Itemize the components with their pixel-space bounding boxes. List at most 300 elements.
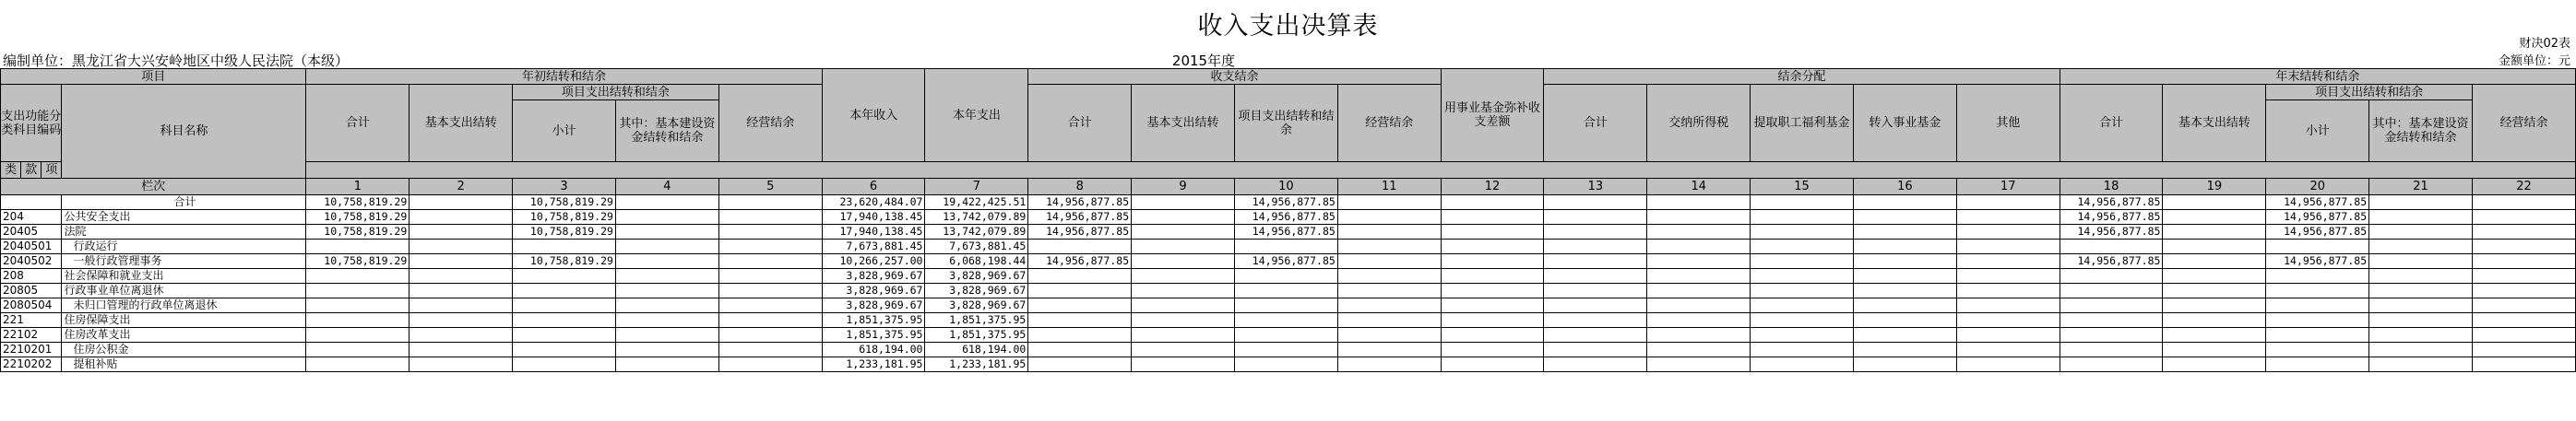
value-cell-col-20: 14,956,877.85 xyxy=(2266,225,2369,240)
value-cell-col-14 xyxy=(1647,298,1751,313)
subject-name-cell: 公共安全支出 xyxy=(62,210,306,225)
value-cell-col-21 xyxy=(2369,240,2473,254)
header-fund-make-up: 用事业基金弥补收支差额 xyxy=(1441,69,1544,162)
column-number: 2 xyxy=(410,179,513,195)
value-cell-col-3 xyxy=(513,284,616,298)
value-cell-col-10 xyxy=(1234,313,1337,328)
header-b-total: 合计 xyxy=(306,85,410,162)
value-cell-col-10: 14,956,877.85 xyxy=(1234,210,1337,225)
header-e-subtotal: 小计 xyxy=(2266,100,2369,162)
header-e-basic: 基本支出结转 xyxy=(2163,85,2266,162)
value-cell-col-6: 3,828,969.67 xyxy=(822,284,925,298)
value-cell-col-20 xyxy=(2266,328,2369,343)
value-cell-col-18 xyxy=(2060,240,2163,254)
value-cell-col-2 xyxy=(410,284,513,298)
value-cell-col-3 xyxy=(513,240,616,254)
column-number: 8 xyxy=(1028,179,1132,195)
value-cell-col-5 xyxy=(718,195,822,210)
value-cell-col-12 xyxy=(1441,284,1544,298)
value-cell-col-1: 10,758,819.29 xyxy=(306,195,410,210)
value-cell-col-5 xyxy=(718,343,822,357)
value-cell-col-7: 19,422,425.51 xyxy=(925,195,1028,210)
column-number: 19 xyxy=(2163,179,2266,195)
header-d-other: 其他 xyxy=(1956,85,2060,162)
value-cell-col-3 xyxy=(513,269,616,284)
value-cell-col-1 xyxy=(306,298,410,313)
value-cell-col-4 xyxy=(615,357,718,372)
value-cell-col-5 xyxy=(718,313,822,328)
value-cell-col-9 xyxy=(1132,357,1235,372)
value-cell-col-3 xyxy=(513,343,616,357)
value-cell-col-16 xyxy=(1853,284,1956,298)
value-cell-col-11 xyxy=(1337,298,1441,313)
value-cell-col-14 xyxy=(1647,195,1751,210)
header-s-basic: 基本支出结转 xyxy=(1132,85,1235,162)
value-cell-col-13 xyxy=(1544,269,1647,284)
column-number: 16 xyxy=(1853,179,1956,195)
value-cell-col-9 xyxy=(1132,313,1235,328)
header-d-total: 合计 xyxy=(1544,85,1647,162)
value-cell-col-10: 14,956,877.85 xyxy=(1234,195,1337,210)
value-cell-col-18: 14,956,877.85 xyxy=(2060,225,2163,240)
value-cell-col-13 xyxy=(1544,254,1647,269)
value-cell-col-5 xyxy=(718,210,822,225)
value-cell-col-8: 14,956,877.85 xyxy=(1028,254,1132,269)
func-code-cell: 22102 xyxy=(1,328,62,343)
value-cell-col-10 xyxy=(1234,284,1337,298)
value-cell-col-14 xyxy=(1647,269,1751,284)
value-cell-col-19 xyxy=(2163,357,2266,372)
column-number: 9 xyxy=(1132,179,1235,195)
value-cell-col-21 xyxy=(2369,284,2473,298)
value-cell-col-7: 1,851,375.95 xyxy=(925,313,1028,328)
value-cell-col-18 xyxy=(2060,313,2163,328)
value-cell-col-17 xyxy=(1956,343,2060,357)
value-cell-col-9 xyxy=(1132,328,1235,343)
header-d-to-fund: 转入事业基金 xyxy=(1853,85,1956,162)
value-cell-col-11 xyxy=(1337,254,1441,269)
value-cell-col-12 xyxy=(1441,313,1544,328)
header-e-project: 项目支出结转和结余 xyxy=(2266,85,2473,100)
value-cell-col-2 xyxy=(410,240,513,254)
value-cell-col-14 xyxy=(1647,284,1751,298)
value-cell-col-17 xyxy=(1956,313,2060,328)
value-cell-col-8: 14,956,877.85 xyxy=(1028,195,1132,210)
value-cell-col-15 xyxy=(1751,284,1854,298)
value-cell-col-10 xyxy=(1234,240,1337,254)
value-cell-col-15 xyxy=(1751,313,1854,328)
header-b-basic: 基本支出结转 xyxy=(410,85,513,162)
value-cell-col-20: 14,956,877.85 xyxy=(2266,254,2369,269)
value-cell-col-1: 10,758,819.29 xyxy=(306,254,410,269)
value-cell-col-18 xyxy=(2060,357,2163,372)
value-cell-col-6: 3,828,969.67 xyxy=(822,298,925,313)
value-cell-col-18 xyxy=(2060,284,2163,298)
value-cell-col-13 xyxy=(1544,357,1647,372)
value-cell-col-15 xyxy=(1751,269,1854,284)
value-cell-col-5 xyxy=(718,225,822,240)
page-title: 收入支出决算表 xyxy=(1197,12,1379,41)
header-b-operating: 经营结余 xyxy=(718,85,822,162)
value-cell-col-8: 14,956,877.85 xyxy=(1028,225,1132,240)
value-cell-col-11 xyxy=(1337,343,1441,357)
table-row xyxy=(1,269,2576,284)
value-cell-col-2 xyxy=(410,195,513,210)
value-cell-col-14 xyxy=(1647,313,1751,328)
header-project: 项目 xyxy=(1,69,306,85)
value-cell-col-1: 10,758,819.29 xyxy=(306,210,410,225)
value-cell-col-8 xyxy=(1028,313,1132,328)
value-cell-col-19 xyxy=(2163,313,2266,328)
value-cell-col-15 xyxy=(1751,254,1854,269)
column-number: 21 xyxy=(2369,179,2473,195)
value-cell-col-15 xyxy=(1751,328,1854,343)
value-cell-col-9 xyxy=(1132,269,1235,284)
value-cell-col-6: 1,851,375.95 xyxy=(822,328,925,343)
value-cell-col-10: 14,956,877.85 xyxy=(1234,225,1337,240)
table-row xyxy=(1,254,2576,269)
value-cell-col-6: 10,266,257.00 xyxy=(822,254,925,269)
header-b-capital: 其中：基本建设资金结转和结余 xyxy=(615,100,718,162)
value-cell-col-19 xyxy=(2163,328,2266,343)
value-cell-col-8 xyxy=(1028,328,1132,343)
value-cell-col-5 xyxy=(718,328,822,343)
value-cell-col-9 xyxy=(1132,225,1235,240)
value-cell-col-18 xyxy=(2060,328,2163,343)
value-cell-col-13 xyxy=(1544,225,1647,240)
header-xiang: 项 xyxy=(42,162,62,179)
value-cell-col-22 xyxy=(2472,284,2575,298)
value-cell-col-4 xyxy=(615,328,718,343)
value-cell-col-22 xyxy=(2472,195,2575,210)
value-cell-col-11 xyxy=(1337,357,1441,372)
header-s-operating: 经营结余 xyxy=(1337,85,1441,162)
value-cell-col-19 xyxy=(2163,240,2266,254)
value-cell-col-12 xyxy=(1441,269,1544,284)
value-cell-col-16 xyxy=(1853,254,1956,269)
value-cell-col-21 xyxy=(2369,357,2473,372)
value-cell-col-3: 10,758,819.29 xyxy=(513,225,616,240)
value-cell-col-12 xyxy=(1441,254,1544,269)
value-cell-col-16 xyxy=(1853,210,1956,225)
value-cell-col-22 xyxy=(2472,210,2575,225)
value-cell-col-5 xyxy=(718,254,822,269)
value-cell-col-6: 3,828,969.67 xyxy=(822,269,925,284)
value-cell-col-12 xyxy=(1441,328,1544,343)
value-cell-col-17 xyxy=(1956,195,2060,210)
value-cell-col-13 xyxy=(1544,240,1647,254)
value-cell-col-7: 6,068,198.44 xyxy=(925,254,1028,269)
column-number: 6 xyxy=(822,179,925,195)
column-number: 3 xyxy=(513,179,616,195)
value-cell-col-21 xyxy=(2369,343,2473,357)
value-cell-col-10 xyxy=(1234,298,1337,313)
value-cell-col-8 xyxy=(1028,269,1132,284)
value-cell-col-20 xyxy=(2266,269,2369,284)
value-cell-col-20 xyxy=(2266,343,2369,357)
value-cell-col-16 xyxy=(1853,240,1956,254)
subject-name-cell: 住房保障支出 xyxy=(62,313,306,328)
column-number: 4 xyxy=(615,179,718,195)
subject-name-cell: 行政事业单位离退休 xyxy=(62,284,306,298)
table-row xyxy=(1,343,2576,357)
value-cell-col-9 xyxy=(1132,298,1235,313)
subject-name-cell: 一般行政管理事务 xyxy=(62,254,306,269)
value-cell-col-7: 13,742,079.89 xyxy=(925,225,1028,240)
value-cell-col-7: 618,194.00 xyxy=(925,343,1028,357)
value-cell-col-6: 17,940,138.45 xyxy=(822,210,925,225)
column-number: 17 xyxy=(1956,179,2060,195)
value-cell-col-22 xyxy=(2472,240,2575,254)
value-cell-col-18: 14,956,877.85 xyxy=(2060,195,2163,210)
value-cell-col-12 xyxy=(1441,225,1544,240)
table-row xyxy=(1,298,2576,313)
header-beginning-balance: 年初结转和结余 xyxy=(306,69,822,85)
value-cell-col-19 xyxy=(2163,343,2266,357)
value-cell-col-21 xyxy=(2369,269,2473,284)
value-cell-col-17 xyxy=(1956,240,2060,254)
table-row xyxy=(1,284,2576,298)
value-cell-col-13 xyxy=(1544,210,1647,225)
column-number: 10 xyxy=(1234,179,1337,195)
func-code-cell: 20405 xyxy=(1,225,62,240)
value-cell-col-19 xyxy=(2163,254,2266,269)
value-cell-col-12 xyxy=(1441,298,1544,313)
value-cell-col-21 xyxy=(2369,225,2473,240)
header-distribution-group: 结余分配 xyxy=(1544,69,2060,85)
value-cell-col-3 xyxy=(513,357,616,372)
func-code-cell: 2040501 xyxy=(1,240,62,254)
header-b-project: 项目支出结转和结余 xyxy=(513,85,719,100)
header-balance-group: 收支结余 xyxy=(1028,69,1441,85)
value-cell-col-8 xyxy=(1028,298,1132,313)
fiscal-year: 2015年度 xyxy=(1171,53,1236,69)
value-cell-col-15 xyxy=(1751,298,1854,313)
table-row xyxy=(1,328,2576,343)
value-cell-col-12 xyxy=(1441,210,1544,225)
table-row xyxy=(1,225,2576,240)
value-cell-col-6: 618,194.00 xyxy=(822,343,925,357)
value-cell-col-5 xyxy=(718,357,822,372)
value-cell-col-10 xyxy=(1234,343,1337,357)
func-code-cell: 2210201 xyxy=(1,343,62,357)
value-cell-col-14 xyxy=(1647,357,1751,372)
value-cell-col-4 xyxy=(615,284,718,298)
value-cell-col-2 xyxy=(410,269,513,284)
value-cell-col-11 xyxy=(1337,284,1441,298)
header-e-operating: 经营结余 xyxy=(2472,85,2575,162)
value-cell-col-3: 10,758,819.29 xyxy=(513,254,616,269)
header-b-subtotal: 小计 xyxy=(513,100,616,162)
value-cell-col-15 xyxy=(1751,240,1854,254)
value-cell-col-16 xyxy=(1853,343,1956,357)
value-cell-col-5 xyxy=(718,298,822,313)
value-cell-col-16 xyxy=(1853,313,1956,328)
value-cell-col-21 xyxy=(2369,298,2473,313)
value-cell-col-22 xyxy=(2472,357,2575,372)
header-e-capital: 其中：基本建设资金结转和结余 xyxy=(2369,100,2473,162)
value-cell-col-11 xyxy=(1337,210,1441,225)
value-cell-col-1 xyxy=(306,343,410,357)
header-d-tax: 交纳所得税 xyxy=(1647,85,1751,162)
column-number: 11 xyxy=(1337,179,1441,195)
value-cell-col-1 xyxy=(306,313,410,328)
value-cell-col-1 xyxy=(306,240,410,254)
value-cell-col-1 xyxy=(306,357,410,372)
value-cell-col-7: 13,742,079.89 xyxy=(925,210,1028,225)
value-cell-col-17 xyxy=(1956,225,2060,240)
value-cell-col-18 xyxy=(2060,298,2163,313)
value-cell-col-6: 1,233,181.95 xyxy=(822,357,925,372)
value-cell-col-9 xyxy=(1132,254,1235,269)
value-cell-col-9 xyxy=(1132,240,1235,254)
value-cell-col-14 xyxy=(1647,225,1751,240)
value-cell-col-13 xyxy=(1544,298,1647,313)
subject-name-cell: 法院 xyxy=(62,225,306,240)
table-row xyxy=(1,210,2576,225)
value-cell-col-16 xyxy=(1853,225,1956,240)
subject-name-cell: 提租补贴 xyxy=(62,357,306,372)
value-cell-col-2 xyxy=(410,254,513,269)
value-cell-col-19 xyxy=(2163,225,2266,240)
subject-name-cell: 合计 xyxy=(62,195,306,210)
func-code-cell: 2080504 xyxy=(1,298,62,313)
value-cell-col-12 xyxy=(1441,343,1544,357)
column-number: 5 xyxy=(718,179,822,195)
value-cell-col-4 xyxy=(615,240,718,254)
value-cell-col-2 xyxy=(410,210,513,225)
value-cell-col-7: 3,828,969.67 xyxy=(925,284,1028,298)
header-e-total: 合计 xyxy=(2060,85,2163,162)
value-cell-col-2 xyxy=(410,357,513,372)
value-cell-col-3: 10,758,819.29 xyxy=(513,210,616,225)
value-cell-col-20 xyxy=(2266,357,2369,372)
value-cell-col-11 xyxy=(1337,195,1441,210)
value-cell-col-6: 1,851,375.95 xyxy=(822,313,925,328)
value-cell-col-4 xyxy=(615,254,718,269)
value-cell-col-21 xyxy=(2369,195,2473,210)
value-cell-col-20 xyxy=(2266,240,2369,254)
subject-name-cell: 住房公积金 xyxy=(62,343,306,357)
value-cell-col-15 xyxy=(1751,195,1854,210)
header-lanci: 栏次 xyxy=(1,179,306,195)
value-cell-col-14 xyxy=(1647,343,1751,357)
value-cell-col-2 xyxy=(410,313,513,328)
value-cell-col-19 xyxy=(2163,210,2266,225)
value-cell-col-9 xyxy=(1132,195,1235,210)
income-expense-table xyxy=(0,68,2576,372)
func-code-cell: 2210202 xyxy=(1,357,62,372)
value-cell-col-17 xyxy=(1956,284,2060,298)
value-cell-col-9 xyxy=(1132,210,1235,225)
value-cell-col-11 xyxy=(1337,313,1441,328)
value-cell-col-8: 14,956,877.85 xyxy=(1028,210,1132,225)
func-code-cell xyxy=(1,195,62,210)
value-cell-col-18 xyxy=(2060,269,2163,284)
value-cell-col-8 xyxy=(1028,343,1132,357)
value-cell-col-14 xyxy=(1647,240,1751,254)
value-cell-col-22 xyxy=(2472,269,2575,284)
value-cell-col-10 xyxy=(1234,328,1337,343)
table-row xyxy=(1,240,2576,254)
table-row xyxy=(1,357,2576,372)
column-number: 13 xyxy=(1544,179,1647,195)
header-subject-name: 科目名称 xyxy=(62,85,306,179)
value-cell-col-19 xyxy=(2163,284,2266,298)
func-code-cell: 208 xyxy=(1,269,62,284)
value-cell-col-21 xyxy=(2369,328,2473,343)
value-cell-col-11 xyxy=(1337,269,1441,284)
value-cell-col-17 xyxy=(1956,269,2060,284)
value-cell-col-17 xyxy=(1956,254,2060,269)
value-cell-col-12 xyxy=(1441,240,1544,254)
header-kuan: 款 xyxy=(21,162,42,179)
value-cell-col-20 xyxy=(2266,313,2369,328)
table-row xyxy=(1,313,2576,328)
value-cell-col-1 xyxy=(306,328,410,343)
subject-name-cell: 社会保障和就业支出 xyxy=(62,269,306,284)
value-cell-col-2 xyxy=(410,343,513,357)
value-cell-col-16 xyxy=(1853,269,1956,284)
value-cell-col-19 xyxy=(2163,298,2266,313)
value-cell-col-21 xyxy=(2369,210,2473,225)
value-cell-col-21 xyxy=(2369,254,2473,269)
header-expense-year: 本年支出 xyxy=(925,69,1028,162)
value-cell-col-8 xyxy=(1028,284,1132,298)
value-cell-col-3 xyxy=(513,313,616,328)
header-ending-balance: 年末结转和结余 xyxy=(2060,69,2575,85)
header-income-year: 本年收入 xyxy=(822,69,925,162)
value-cell-col-6: 17,940,138.45 xyxy=(822,225,925,240)
value-cell-col-18: 14,956,877.85 xyxy=(2060,254,2163,269)
header-d-welfare: 提取职工福利基金 xyxy=(1751,85,1854,162)
value-cell-col-13 xyxy=(1544,284,1647,298)
header-s-total: 合计 xyxy=(1028,85,1132,162)
value-cell-col-9 xyxy=(1132,343,1235,357)
form-code: 财决02表 xyxy=(2519,37,2570,51)
value-cell-col-7: 3,828,969.67 xyxy=(925,298,1028,313)
value-cell-col-2 xyxy=(410,298,513,313)
value-cell-col-6: 23,620,484.07 xyxy=(822,195,925,210)
table-row xyxy=(1,195,2576,210)
value-cell-col-8 xyxy=(1028,357,1132,372)
value-cell-col-15 xyxy=(1751,357,1854,372)
value-cell-col-10: 14,956,877.85 xyxy=(1234,254,1337,269)
header-s-project: 项目支出结转和结余 xyxy=(1234,85,1337,162)
value-cell-col-14 xyxy=(1647,328,1751,343)
column-number: 20 xyxy=(2266,179,2369,195)
value-cell-col-14 xyxy=(1647,254,1751,269)
value-cell-col-5 xyxy=(718,240,822,254)
value-cell-col-11 xyxy=(1337,240,1441,254)
column-number: 14 xyxy=(1647,179,1751,195)
value-cell-col-8 xyxy=(1028,240,1132,254)
subject-name-cell: 住房改革支出 xyxy=(62,328,306,343)
value-cell-col-22 xyxy=(2472,313,2575,328)
value-cell-col-13 xyxy=(1544,328,1647,343)
value-cell-col-16 xyxy=(1853,357,1956,372)
value-cell-col-19 xyxy=(2163,269,2266,284)
value-cell-col-4 xyxy=(615,298,718,313)
value-cell-col-5 xyxy=(718,269,822,284)
value-cell-col-22 xyxy=(2472,298,2575,313)
value-cell-col-9 xyxy=(1132,284,1235,298)
value-cell-col-2 xyxy=(410,328,513,343)
value-cell-col-5 xyxy=(718,284,822,298)
value-cell-col-10 xyxy=(1234,357,1337,372)
value-cell-col-18: 14,956,877.85 xyxy=(2060,210,2163,225)
value-cell-col-1: 10,758,819.29 xyxy=(306,225,410,240)
